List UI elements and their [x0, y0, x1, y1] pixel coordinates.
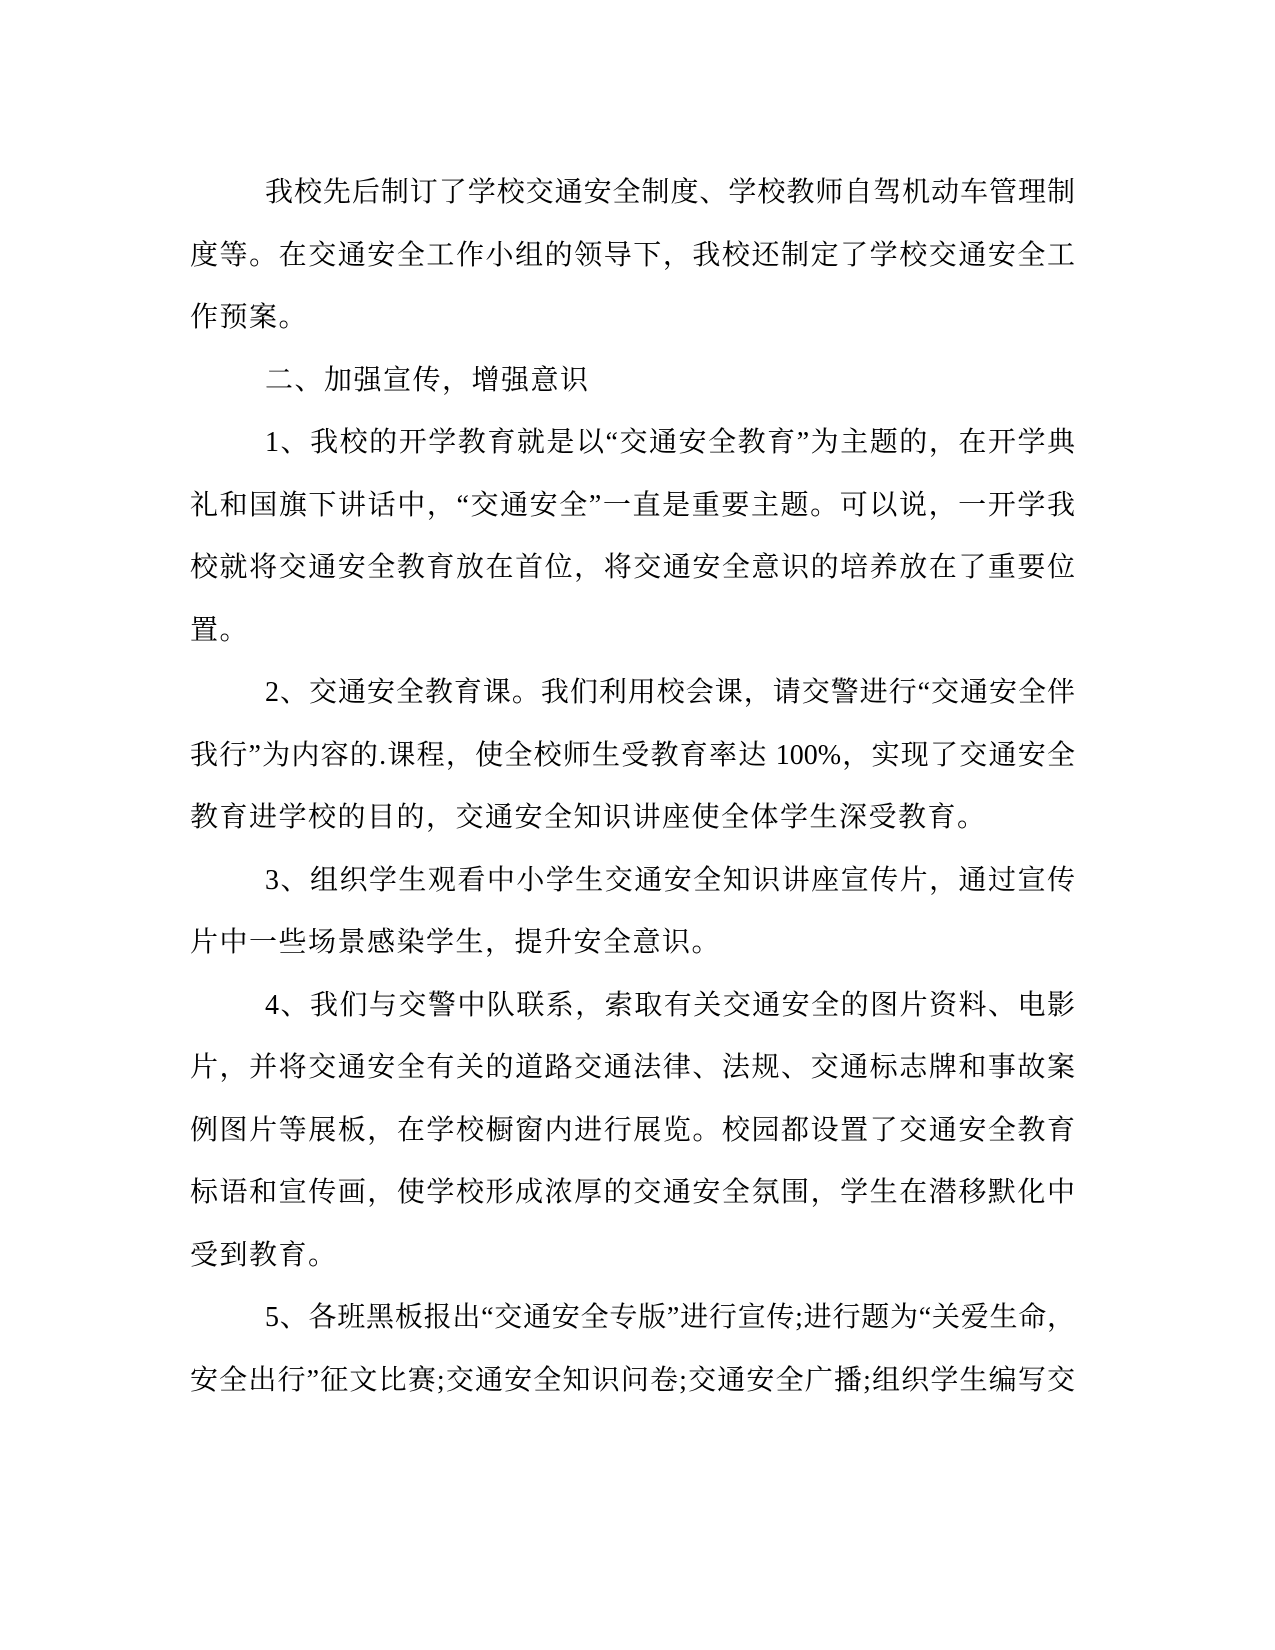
text-line: 礼和国旗下讲话中，“交通安全”一直是重要主题。可以说，一开学我	[190, 489, 1075, 521]
document-page	[190, 162, 1075, 1412]
text-line: 4、我们与交警中队联系，索取有关交通安全的图片资料、电影	[265, 989, 1075, 1021]
numbered-paragraph-4	[190, 975, 1075, 1288]
text-line: 片，并将交通安全有关的道路交通法律、法规、交通标志牌和事故案	[190, 1052, 1075, 1083]
numbered-paragraph-1	[190, 412, 1075, 662]
numbered-paragraph-3	[190, 850, 1075, 975]
text-line: 我校先后制订了学校交通安全制度、学校教师自驾机动车管理制	[265, 177, 1075, 208]
text-line: 3、组织学生观看中小学生交通安全知识讲座宣传片，通过宣传	[265, 864, 1075, 896]
text-line: 片中一些场景感染学生，提升安全意识。	[190, 927, 722, 958]
text-line: 教育进学校的目的，交通安全知识讲座使全体学生深受教育。	[190, 802, 987, 833]
text-line: 校就将交通安全教育放在首位，将交通安全意识的培养放在了重要位	[190, 552, 1075, 583]
text-line: 例图片等展板，在学校橱窗内进行展览。校园都设置了交通安全教育	[190, 1114, 1075, 1146]
numbered-paragraph-2	[190, 662, 1075, 850]
heading-line: 二、加强宣传，增强意识	[265, 364, 590, 396]
text-line: 作预案。	[190, 302, 309, 333]
text-line: 置。	[190, 614, 250, 646]
text-line: 受到教育。	[190, 1239, 338, 1271]
text-line: 度等。在交通安全工作小组的领导下，我校还制定了学校交通安全工	[190, 239, 1075, 271]
numbered-paragraph-5	[190, 1287, 1075, 1412]
text-line: 标语和宣传画，使学校形成浓厚的交通安全氛围，学生在潜移默化中	[190, 1177, 1075, 1208]
text-line: 5、各班黑板报出“交通安全专版”进行宣传;进行题为“关爱生命，	[265, 1302, 1075, 1333]
text-line: 我行”为内容的.课程，使全校师生受教育率达 100%，实现了交通安全	[190, 739, 1075, 771]
section-heading	[190, 350, 1075, 413]
text-line: 安全出行”征文比赛;交通安全知识问卷;交通安全广播;组织学生编写交	[190, 1364, 1075, 1396]
text-line: 1、我校的开学教育就是以“交通安全教育”为主题的，在开学典	[265, 427, 1075, 458]
paragraph-intro	[190, 162, 1075, 350]
text-line: 2、交通安全教育课。我们利用校会课，请交警进行“交通安全伴	[265, 677, 1075, 708]
